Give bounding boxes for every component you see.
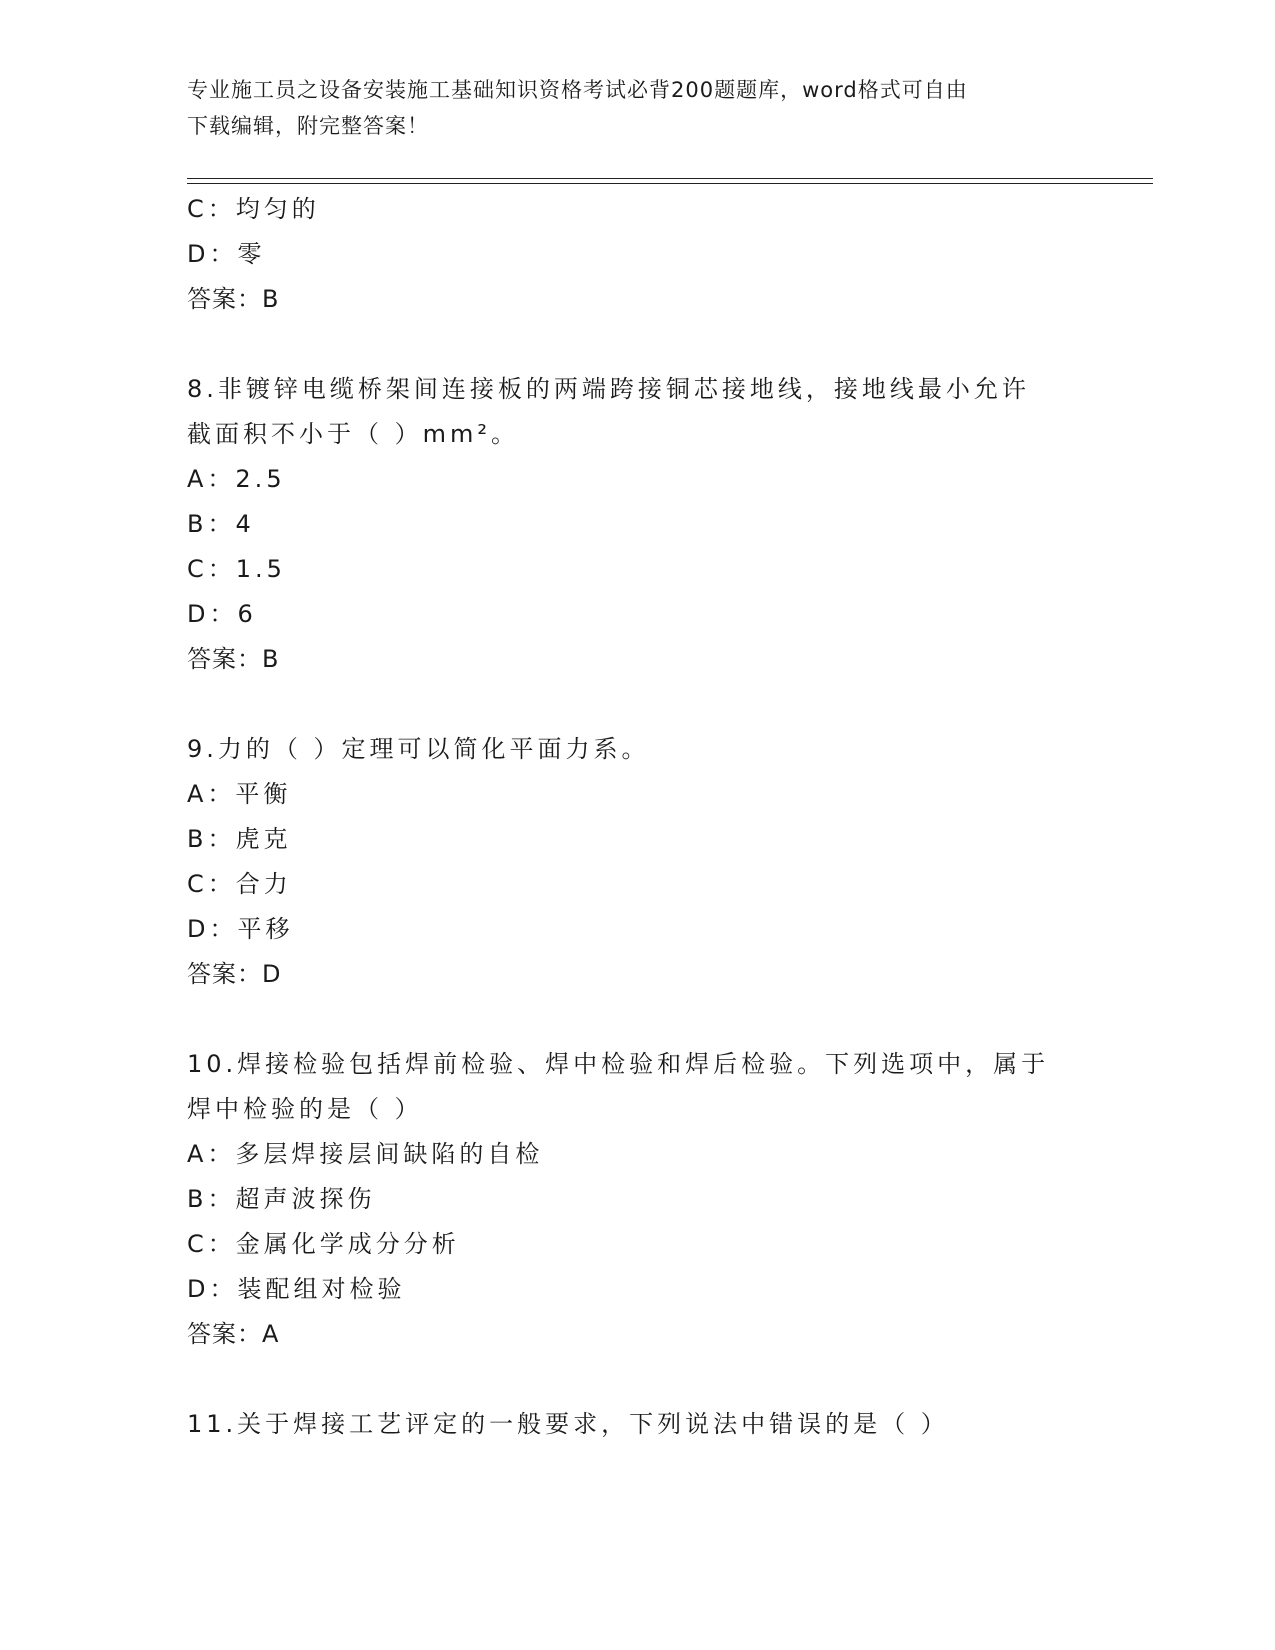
q9-option-a: A：平衡 bbox=[187, 780, 292, 808]
q8-option-b: B：4 bbox=[187, 510, 255, 538]
q7-answer: 答案：B bbox=[187, 285, 280, 313]
q10-option-b: B：超声波探伤 bbox=[187, 1185, 376, 1213]
document-header bbox=[187, 72, 1067, 144]
q8-answer: 答案：B bbox=[187, 645, 280, 673]
q8-option-d: D：6 bbox=[187, 600, 257, 628]
q8-stem-line-2: 截面积不小于（ ）mm²。 bbox=[187, 420, 520, 448]
q9-answer: 答案：D bbox=[187, 960, 282, 988]
q10-option-c: C：金属化学成分分析 bbox=[187, 1230, 460, 1258]
q7-option-d: D：零 bbox=[187, 240, 266, 268]
q7-option-c: C：均匀的 bbox=[187, 195, 320, 223]
q10-stem-line-2: 焊中检验的是（ ） bbox=[187, 1095, 423, 1123]
header-line-1: 专业施工员之设备安装施工基础知识资格考试必背200题题库，word格式可自由 bbox=[187, 78, 968, 102]
q8-stem-line-1: 8.非镀锌电缆桥架间连接板的两端跨接铜芯接地线，接地线最小允许 bbox=[187, 375, 1030, 403]
q9-option-c: C：合力 bbox=[187, 870, 292, 898]
q10-stem-line-1: 10.焊接检验包括焊前检验、焊中检验和焊后检验。下列选项中，属于 bbox=[187, 1050, 1050, 1078]
q10-answer: 答案：A bbox=[187, 1320, 280, 1348]
header-line-2: 下载编辑，附完整答案！ bbox=[187, 114, 429, 138]
header-divider-top bbox=[187, 178, 1153, 179]
q11-stem: 11.关于焊接工艺评定的一般要求，下列说法中错误的是（ ） bbox=[187, 1410, 949, 1438]
q8-option-c: C：1.5 bbox=[187, 555, 286, 583]
header-divider-bottom bbox=[187, 183, 1153, 184]
q10-option-a: A：多层焊接层间缺陷的自检 bbox=[187, 1140, 544, 1168]
q9-option-d: D：平移 bbox=[187, 915, 294, 943]
q10-option-d: D：装配组对检验 bbox=[187, 1275, 406, 1303]
q9-option-b: B：虎克 bbox=[187, 825, 292, 853]
q8-option-a: A：2.5 bbox=[187, 465, 286, 493]
q9-stem: 9.力的（ ）定理可以简化平面力系。 bbox=[187, 735, 650, 763]
